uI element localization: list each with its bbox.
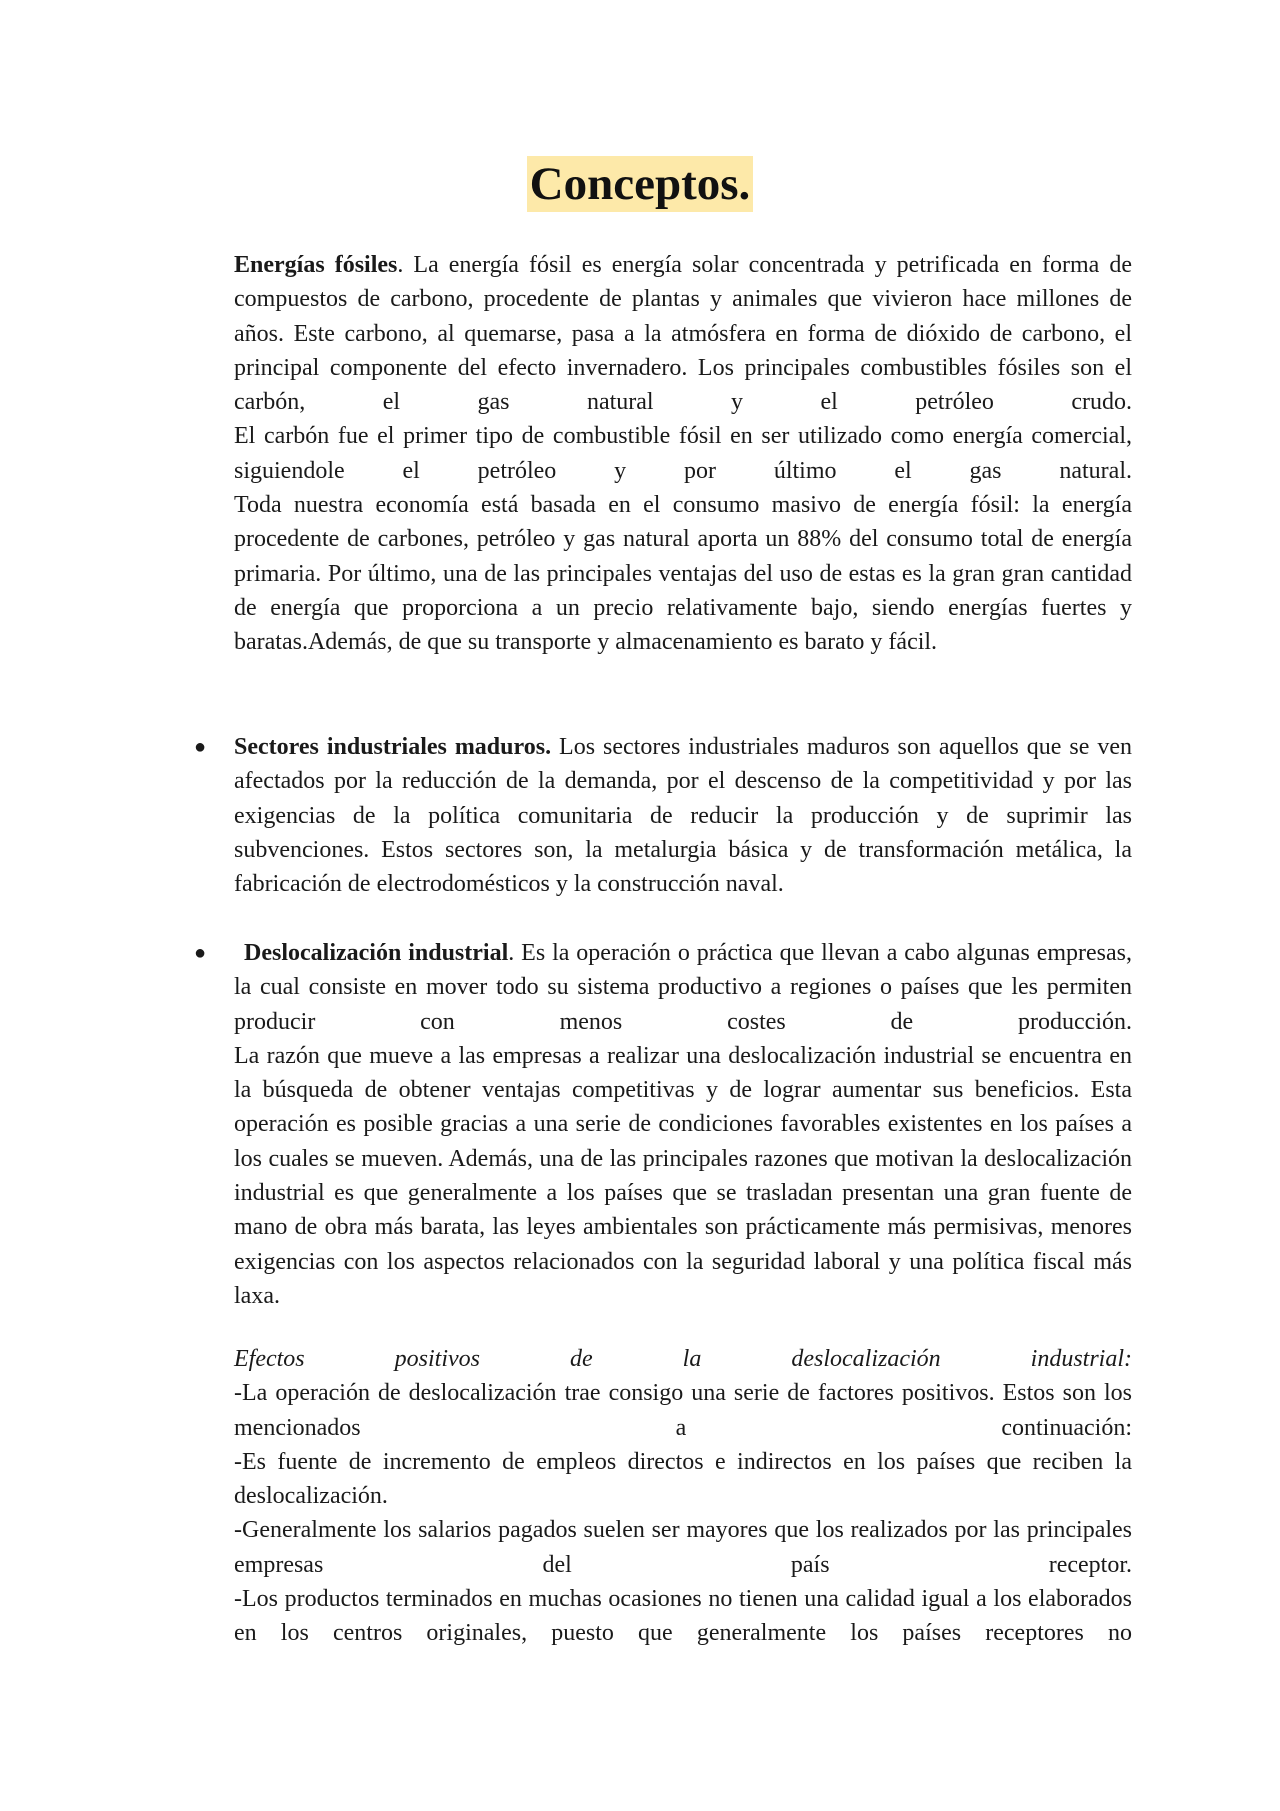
section-efectos-positivos	[234, 1342, 1132, 1651]
paragraph	[234, 936, 1132, 1039]
paragraph-text: -Generalmente los salarios pagados suelen ser mayores que los realizados por las principales empresas del país receptor.	[234, 1517, 1132, 1578]
section-energias-fosiles	[234, 248, 1132, 660]
term-heading: Deslocalización industrial	[244, 940, 509, 966]
term-punctuation: .	[508, 940, 515, 966]
paragraph	[234, 1039, 1132, 1313]
bullet-icon: ●	[194, 736, 207, 758]
term-heading: Sectores industriales maduros.	[234, 734, 552, 760]
paragraph	[234, 730, 1132, 901]
paragraph-text: La razón que mueve a las empresas a realizar una deslocalización industrial se encuentra en la búsqueda de obtener ventajas competitivas y de lograr aumentar sus beneficios. Esta operación es posible gracias a una serie de condiciones favorables existentes en los países a los cuales se mueven. Además, una de las principales razones que motivan la deslocalización industrial es que generalmente a los países que se trasladan presentan una gran fuente de mano de obra más barata, las leyes ambientales son prácticamente más permisivas, menores exigencias con los aspectos relacionados con la seguridad laboral y una política fiscal más laxa.	[234, 1042, 1132, 1309]
paragraph-text: Es la operación o práctica que llevan a cabo algunas empresas, la cual consiste en mover todo su sistema productivo a regiones o países que les permiten producir con menos costes de producción.	[234, 940, 1132, 1035]
paragraph-text: -La operación de deslocalización trae consigo una serie de factores positivos. Estos son los mencionados a continuación:	[234, 1380, 1132, 1441]
paragraph	[234, 488, 1132, 659]
paragraph	[234, 419, 1132, 488]
paragraph-text: La energía fósil es energía solar concentrada y petrificada en forma de compuestos de carbono, procedente de plantas y animales que vivieron hace millones de años. Este carbono, al quemarse, pasa a la atmósfera en forma de dióxido de carbono, el principal componente del efecto invernadero. Los principales combustibles fósiles son el carbón, el gas natural y el petróleo crudo.	[234, 252, 1133, 416]
paragraph	[234, 1582, 1132, 1651]
paragraph	[234, 1513, 1132, 1582]
term-heading: Energías fósiles	[234, 252, 398, 278]
section-sectores-maduros	[234, 730, 1132, 901]
term-punctuation: .	[397, 252, 404, 278]
bullet-icon: ●	[194, 942, 207, 964]
paragraph	[234, 248, 1132, 419]
paragraph-text: El carbón fue el primer tipo de combustible fósil en ser utilizado como energía comercial, siguiendole el petróleo y por último el gas natural.	[234, 423, 1132, 484]
paragraph	[234, 1376, 1132, 1445]
title-wrapper	[0, 156, 1280, 212]
paragraph-text: Los sectores industriales maduros son aquellos que se ven afectados por la reducción de la demanda, por el descenso de la competitividad y por las exigencias de la política comunitaria de reducir la producción y de suprimir las subvenciones. Estos sectores son, la metalurgia básica y de transformación metálica, la fabricación de electrodomésticos y la construcción naval.	[234, 734, 1132, 898]
subheading: Efectos positivos de la deslocalización industrial:	[234, 1346, 1132, 1372]
paragraph-text: -Los productos terminados en muchas ocasiones no tienen una calidad igual a los elaborados en los centros originales, puesto que generalmente los países receptores no	[234, 1586, 1132, 1647]
paragraph-text: -Es fuente de incremento de empleos directos e indirectos en los países que reciben la deslocalización.	[234, 1448, 1132, 1510]
paragraph	[234, 1445, 1132, 1514]
page-title: Conceptos.	[527, 156, 754, 212]
paragraph-text: Toda nuestra economía está basada en el consumo masivo de energía fósil: la energía procedente de carbones, petróleo y gas natural aporta un 88% del consumo total de energía primaria. Por último, una de las principales ventajas del uso de estas es la gran gran cantidad de energía que proporciona a un precio relativamente bajo, siendo energías fuertes y baratas.Además, de que su transporte y almacenamiento es barato y fácil.	[234, 492, 1132, 656]
section-deslocalizacion	[234, 936, 1132, 1313]
